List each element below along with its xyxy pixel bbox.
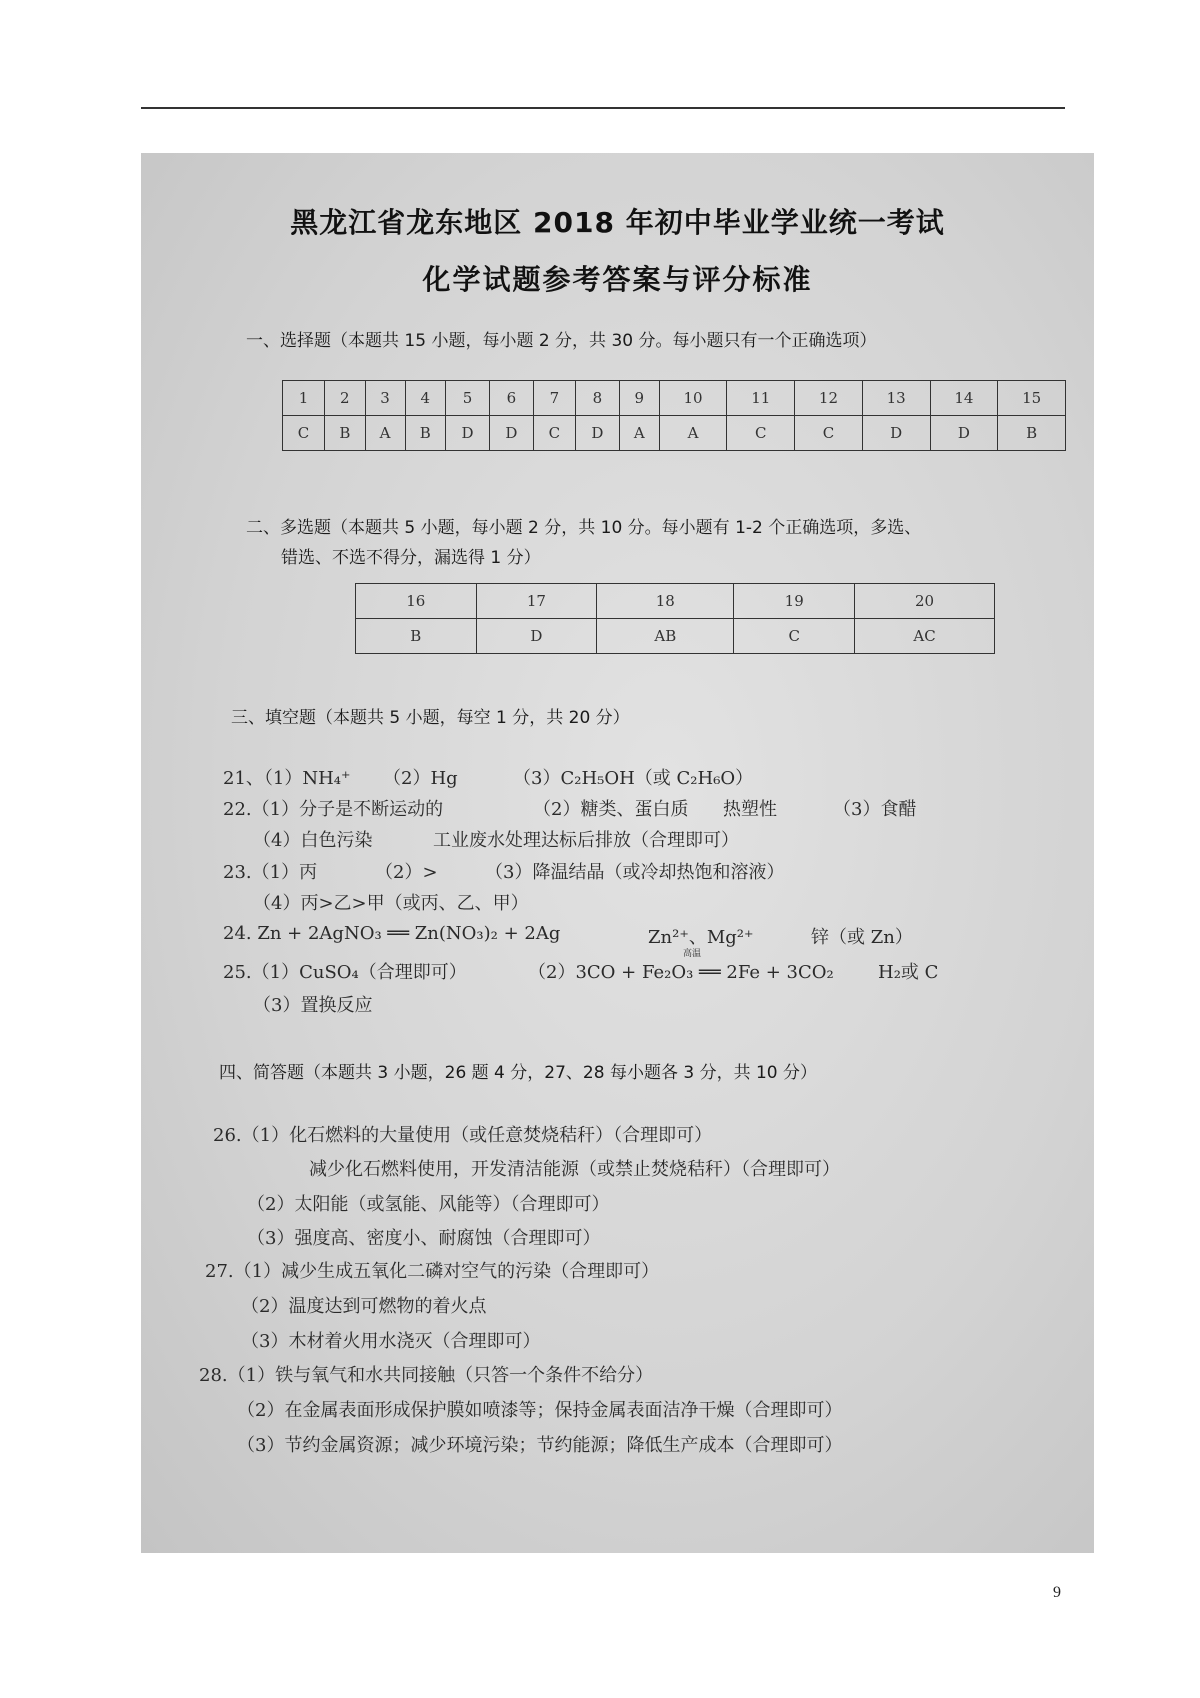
q-number-cell-4: 4: [405, 381, 446, 416]
q24-equation: 24. Zn + 2AgNO₃ ══ Zn(NO₃)₂ + 2Ag: [223, 923, 561, 944]
multi-answer-cell-2: D: [476, 619, 597, 654]
q28-line-2: （2）在金属表面形成保护膜如喷漆等；保持金属表面洁净干燥（合理即可）: [237, 1400, 843, 1421]
section2-answer-table: [355, 583, 995, 654]
q-number-cell-7: 7: [533, 381, 575, 416]
answer-cell-13: D: [862, 416, 930, 451]
q-number-cell-2: 2: [325, 381, 366, 416]
section3-heading: 三、填空题（本题共 5 小题，每空 1 分，共 20 分）: [231, 708, 630, 728]
q22-part2: （2）糖类、蛋白质: [533, 799, 689, 820]
q26-line-3: （2）太阳能（或氢能、风能等）（合理即可）: [247, 1194, 610, 1215]
answer-cell-1: C: [283, 416, 325, 451]
q27-line-3: （3）木材着火用水浇灭（合理即可）: [241, 1331, 541, 1352]
answer-cell-14: D: [930, 416, 998, 451]
q21-part3: （3）C₂H₅OH（或 C₂H₆O）: [513, 768, 754, 789]
section2-answer-row: [356, 619, 995, 654]
section2-heading-line2: 错选、不选不得分，漏选得 1 分）: [281, 548, 541, 568]
multi-answer-cell-5: AC: [855, 619, 995, 654]
q21-part1: 21、（1）NH₄⁺: [223, 768, 351, 789]
q22-part1: 22.（1）分子是不断运动的: [223, 799, 444, 820]
q23-line-b: （4）丙>乙>甲（或丙、乙、甲）: [253, 893, 529, 914]
q22-part3: 热塑性: [723, 799, 777, 820]
multi-answer-cell-1: B: [356, 619, 477, 654]
q28-line-1: 28.（1）铁与氧气和水共同接触（只答一个条件不给分）: [199, 1365, 654, 1386]
multi-q-number-cell-2: 17: [476, 584, 597, 619]
multi-q-number-cell-3: 18: [597, 584, 734, 619]
q26-line-2: 减少化石燃料使用，开发清洁能源（或禁止焚烧秸秆）（合理即可）: [309, 1159, 840, 1180]
q21-part2: （2）Hg: [383, 768, 458, 789]
answer-cell-5: D: [446, 416, 490, 451]
q27-line-2: （2）温度达到可燃物的着火点: [241, 1296, 487, 1317]
q-number-cell-5: 5: [446, 381, 490, 416]
answer-cell-9: A: [619, 416, 659, 451]
multi-q-number-cell-4: 19: [734, 584, 855, 619]
section2-number-row: [356, 584, 995, 619]
answer-cell-4: B: [405, 416, 446, 451]
answer-cell-8: D: [575, 416, 619, 451]
q27-line-1: 27.（1）减少生成五氧化二磷对空气的污染（合理即可）: [205, 1261, 660, 1282]
q-number-cell-3: 3: [365, 381, 405, 416]
q23-part1: 23.（1）丙: [223, 862, 318, 883]
multi-answer-cell-4: C: [734, 619, 855, 654]
q-number-cell-6: 6: [489, 381, 533, 416]
q26-line-4: （3）强度高、密度小、耐腐蚀（合理即可）: [247, 1228, 601, 1249]
q-number-cell-15: 15: [998, 381, 1066, 416]
q-number-cell-11: 11: [727, 381, 795, 416]
q24-metal: 锌（或 Zn）: [811, 927, 913, 948]
answer-cell-10: A: [659, 416, 727, 451]
q26-line-1: 26.（1）化石燃料的大量使用（或任意焚烧秸秆）（合理即可）: [213, 1125, 713, 1146]
q-number-cell-13: 13: [862, 381, 930, 416]
answer-cell-3: A: [365, 416, 405, 451]
answer-cell-12: C: [795, 416, 863, 451]
q-number-cell-8: 8: [575, 381, 619, 416]
q25-part1: 25.（1）CuSO₄（合理即可）: [223, 962, 467, 983]
q28-line-3: （3）节约金属资源；减少环境污染；节约能源；降低生产成本（合理即可）: [237, 1435, 843, 1456]
title-line-1: 黑龙江省龙东地区 2018 年初中毕业学业统一考试: [290, 206, 945, 239]
q22-part4: （3）食醋: [833, 799, 917, 820]
section4-heading: 四、简答题（本题共 3 小题，26 题 4 分，27、28 每小题各 3 分，共 10 分）: [219, 1063, 818, 1083]
section1-answer-table: [282, 380, 1066, 451]
q23-part2: （2）>: [375, 862, 438, 883]
answer-cell-2: B: [325, 416, 366, 451]
section1-answer-row: [283, 416, 1066, 451]
header-rule: [141, 107, 1065, 109]
answer-cell-7: C: [533, 416, 575, 451]
q-number-cell-9: 9: [619, 381, 659, 416]
q25-line-b: （3）置换反应: [253, 995, 373, 1016]
answer-cell-6: D: [489, 416, 533, 451]
multi-answer-cell-3: AB: [597, 619, 734, 654]
answer-cell-11: C: [727, 416, 795, 451]
q25-condition: 高温: [683, 949, 702, 959]
q24-ions: Zn²⁺、Mg²⁺: [648, 927, 754, 948]
q25-equation: （2）3CO + Fe₂O₃ ══ 2Fe + 3CO₂: [528, 962, 834, 983]
answer-cell-15: B: [998, 416, 1066, 451]
q-number-cell-14: 14: [930, 381, 998, 416]
q25-part3: H₂或 C: [878, 962, 939, 983]
q23-part3: （3）降温结晶（或冷却热饱和溶液）: [485, 862, 785, 883]
section2-heading-line1: 二、多选题（本题共 5 小题，每小题 2 分，共 10 分。每小题有 1-2 个正确选项，多选、: [246, 518, 922, 538]
q-number-cell-12: 12: [795, 381, 863, 416]
title-line-2: 化学试题参考答案与评分标准: [422, 263, 813, 296]
section1-heading: 一、选择题（本题共 15 小题，每小题 2 分，共 30 分。每小题只有一个正确选项）: [246, 331, 877, 351]
q-number-cell-10: 10: [659, 381, 727, 416]
multi-q-number-cell-5: 20: [855, 584, 995, 619]
q22-part5: （4）白色污染: [253, 830, 373, 851]
page-number: 9: [1053, 1584, 1061, 1601]
q22-part6: 工业废水处理达标后排放（合理即可）: [433, 830, 739, 851]
scanned-answer-sheet: [141, 153, 1094, 1553]
multi-q-number-cell-1: 16: [356, 584, 477, 619]
section1-number-row: [283, 381, 1066, 416]
q-number-cell-1: 1: [283, 381, 325, 416]
